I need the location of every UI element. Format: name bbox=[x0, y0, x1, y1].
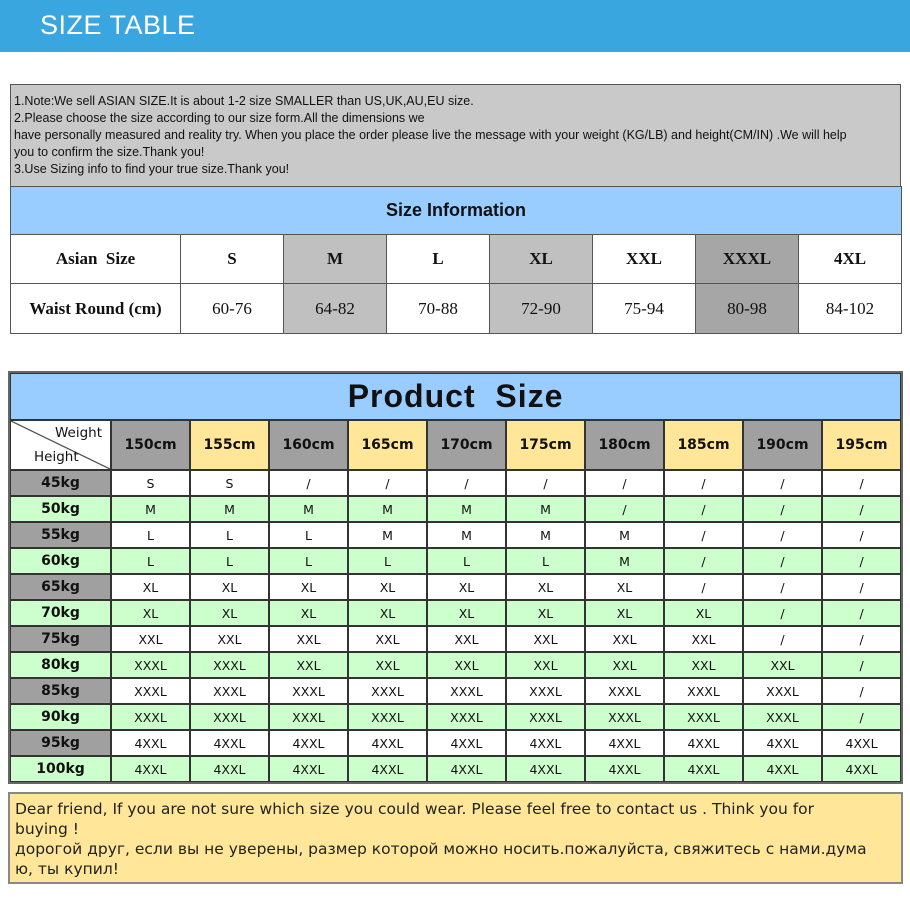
size-cell: XXXL bbox=[348, 704, 427, 730]
waist-cell: 84-102 bbox=[799, 284, 902, 334]
waist-cell: 70-88 bbox=[387, 284, 490, 334]
table-row bbox=[10, 496, 901, 522]
table-row bbox=[10, 730, 901, 756]
size-cell: L bbox=[427, 548, 506, 574]
size-cell: M bbox=[284, 235, 387, 284]
size-cell: / bbox=[822, 626, 901, 652]
table-row bbox=[10, 678, 901, 704]
size-cell: M bbox=[506, 496, 585, 522]
contact-line: дорогой друг, если вы не уверены, размер которой можно носить.пожалуйста, свяжитесь с нами.дума bbox=[15, 840, 867, 858]
size-cell: 4XXL bbox=[111, 730, 190, 756]
height-header-cell: 170cm bbox=[427, 420, 506, 470]
size-cell: L bbox=[190, 548, 269, 574]
size-cell: XXL bbox=[269, 626, 348, 652]
size-cell: / bbox=[664, 548, 743, 574]
page-title: SIZE TABLE bbox=[40, 10, 196, 40]
size-cell: XL bbox=[506, 600, 585, 626]
size-cell: 4XXL bbox=[348, 756, 427, 782]
waist-cell: 75-94 bbox=[593, 284, 696, 334]
size-cell: XXXL bbox=[743, 678, 822, 704]
size-cell: XXXL bbox=[190, 678, 269, 704]
size-cell: XL bbox=[348, 600, 427, 626]
waist-cell: 60-76 bbox=[181, 284, 284, 334]
waist-cell: 80-98 bbox=[696, 284, 799, 334]
weight-label: 85kg bbox=[10, 678, 111, 704]
table-row bbox=[10, 704, 901, 730]
weight-label: 70kg bbox=[10, 600, 111, 626]
size-cell: XXXL bbox=[427, 678, 506, 704]
weight-label: 50kg bbox=[10, 496, 111, 522]
note-line: have personally measured and reality try. When you place the order please live the message with your weight (KG/LB) and height(CM/IN) .We will help bbox=[14, 128, 847, 142]
size-cell: XXL bbox=[585, 652, 664, 678]
waist-cell: 72-90 bbox=[490, 284, 593, 334]
contact-message bbox=[8, 792, 903, 884]
size-cell: XL bbox=[427, 574, 506, 600]
size-cell: XXL bbox=[664, 626, 743, 652]
size-cell: XXXL bbox=[585, 704, 664, 730]
size-cell: / bbox=[822, 574, 901, 600]
size-cell: XL bbox=[506, 574, 585, 600]
size-cell: XXL bbox=[585, 626, 664, 652]
size-cell: M bbox=[190, 496, 269, 522]
size-cell: XL bbox=[111, 600, 190, 626]
product-size-table bbox=[10, 373, 901, 782]
size-cell: XXXL bbox=[111, 652, 190, 678]
header-banner bbox=[0, 0, 910, 52]
weight-label: 60kg bbox=[10, 548, 111, 574]
table-row bbox=[10, 626, 901, 652]
size-cell: XXL bbox=[664, 652, 743, 678]
size-cell: 4XXL bbox=[743, 756, 822, 782]
size-cell: / bbox=[585, 496, 664, 522]
size-cell: S bbox=[190, 470, 269, 496]
size-cell: XL bbox=[664, 600, 743, 626]
size-cell: L bbox=[348, 548, 427, 574]
size-cell: XL bbox=[111, 574, 190, 600]
size-cell: XL bbox=[585, 600, 664, 626]
size-cell: L bbox=[111, 522, 190, 548]
contact-line: Dear friend, If you are not sure which size you could wear. Please feel free to contact us . Think you for bbox=[15, 800, 815, 818]
note-line: 2.Please choose the size according to our size form.All the dimensions we bbox=[14, 111, 425, 125]
size-cell: XXXL bbox=[696, 235, 799, 284]
size-cell: XXL bbox=[593, 235, 696, 284]
height-header-cell: 175cm bbox=[506, 420, 585, 470]
size-cell: XXXL bbox=[506, 678, 585, 704]
size-cell: XXL bbox=[743, 652, 822, 678]
size-cell: XXXL bbox=[111, 704, 190, 730]
size-cell: / bbox=[743, 626, 822, 652]
size-cell: XL bbox=[190, 600, 269, 626]
size-cell: XL bbox=[427, 600, 506, 626]
corner-weight-label: Weight bbox=[54, 425, 102, 441]
size-cell: / bbox=[743, 522, 822, 548]
size-cell: / bbox=[427, 470, 506, 496]
note-line: you to confirm the size.Thank you! bbox=[14, 145, 205, 159]
size-cell: M bbox=[269, 496, 348, 522]
size-cell: 4XXL bbox=[664, 756, 743, 782]
height-header-cell: 165cm bbox=[348, 420, 427, 470]
size-cell: L bbox=[111, 548, 190, 574]
height-header-cell: 180cm bbox=[585, 420, 664, 470]
size-cell: 4XXL bbox=[111, 756, 190, 782]
weight-label: 45kg bbox=[10, 470, 111, 496]
height-header-cell: 195cm bbox=[822, 420, 901, 470]
size-cell: M bbox=[348, 522, 427, 548]
size-cell: XXXL bbox=[348, 678, 427, 704]
size-cell: XXXL bbox=[664, 704, 743, 730]
size-cell: / bbox=[348, 470, 427, 496]
table-row bbox=[10, 548, 901, 574]
height-header-cell: 185cm bbox=[664, 420, 743, 470]
height-header-cell: 155cm bbox=[190, 420, 269, 470]
size-cell: XXXL bbox=[190, 704, 269, 730]
size-cell: 4XXL bbox=[427, 730, 506, 756]
size-cell: / bbox=[822, 652, 901, 678]
height-header-cell: 190cm bbox=[743, 420, 822, 470]
size-cell: XL bbox=[585, 574, 664, 600]
size-cell: 4XXL bbox=[585, 756, 664, 782]
size-cell: / bbox=[822, 522, 901, 548]
size-cell: XL bbox=[190, 574, 269, 600]
size-cell: S bbox=[111, 470, 190, 496]
size-cell: 4XXL bbox=[506, 756, 585, 782]
size-cell: / bbox=[506, 470, 585, 496]
size-cell: XL bbox=[269, 600, 348, 626]
size-cell: / bbox=[822, 704, 901, 730]
size-cell: XXL bbox=[269, 652, 348, 678]
size-cell: / bbox=[269, 470, 348, 496]
size-cell: 4XXL bbox=[585, 730, 664, 756]
size-cell: 4XXL bbox=[348, 730, 427, 756]
size-cell: XXXL bbox=[585, 678, 664, 704]
table-row bbox=[10, 574, 901, 600]
table-row bbox=[10, 652, 901, 678]
size-cell: 4XXL bbox=[506, 730, 585, 756]
size-cell: M bbox=[585, 548, 664, 574]
size-cell: XXL bbox=[190, 626, 269, 652]
product-size-title: Product Size bbox=[10, 373, 901, 420]
size-cell: / bbox=[743, 470, 822, 496]
size-information-table bbox=[10, 186, 902, 334]
size-cell: 4XXL bbox=[190, 730, 269, 756]
table-row bbox=[10, 756, 901, 782]
weight-label: 100kg bbox=[10, 756, 111, 782]
waist-cell: 64-82 bbox=[284, 284, 387, 334]
notes-block bbox=[10, 84, 901, 187]
size-cell: / bbox=[743, 600, 822, 626]
weight-label: 65kg bbox=[10, 574, 111, 600]
size-cell: XXXL bbox=[743, 704, 822, 730]
size-cell: / bbox=[664, 470, 743, 496]
size-cell: XXXL bbox=[506, 704, 585, 730]
corner-cell bbox=[10, 420, 111, 470]
size-cell: / bbox=[743, 496, 822, 522]
weight-label: 90kg bbox=[10, 704, 111, 730]
size-cell: XXL bbox=[427, 652, 506, 678]
size-cell: / bbox=[664, 522, 743, 548]
size-information-title: Size Information bbox=[11, 187, 902, 235]
size-cell: XXL bbox=[506, 626, 585, 652]
size-cell: M bbox=[506, 522, 585, 548]
size-cell: XXL bbox=[348, 652, 427, 678]
table-row bbox=[10, 470, 901, 496]
size-cell: / bbox=[743, 574, 822, 600]
size-cell: 4XL bbox=[799, 235, 902, 284]
size-cell: / bbox=[822, 600, 901, 626]
table-row bbox=[10, 600, 901, 626]
size-cell: M bbox=[348, 496, 427, 522]
size-cell: 4XXL bbox=[190, 756, 269, 782]
size-cell: M bbox=[427, 522, 506, 548]
size-cell: XXXL bbox=[111, 678, 190, 704]
size-cell: / bbox=[822, 678, 901, 704]
size-cell: L bbox=[190, 522, 269, 548]
size-cell: L bbox=[387, 235, 490, 284]
weight-label: 95kg bbox=[10, 730, 111, 756]
size-cell: XL bbox=[490, 235, 593, 284]
contact-line: ю, ты купил! bbox=[15, 860, 119, 878]
size-cell: M bbox=[585, 522, 664, 548]
size-cell: / bbox=[743, 548, 822, 574]
size-cell: / bbox=[822, 548, 901, 574]
size-cell: / bbox=[664, 496, 743, 522]
size-cell: / bbox=[664, 574, 743, 600]
size-cell: / bbox=[822, 470, 901, 496]
size-cell: 4XXL bbox=[664, 730, 743, 756]
size-cell: 4XXL bbox=[822, 730, 901, 756]
size-cell: XXXL bbox=[190, 652, 269, 678]
size-cell: / bbox=[822, 496, 901, 522]
contact-line: buying ! bbox=[15, 820, 79, 838]
height-header-cell: 160cm bbox=[269, 420, 348, 470]
waist-round-label: Waist Round (cm) bbox=[11, 284, 181, 334]
asian-size-label: Asian Size bbox=[11, 235, 181, 284]
size-cell: XXL bbox=[348, 626, 427, 652]
weight-label: 55kg bbox=[10, 522, 111, 548]
size-cell: XXL bbox=[427, 626, 506, 652]
corner-height-label: Height bbox=[34, 449, 79, 465]
size-cell: 4XXL bbox=[269, 756, 348, 782]
size-cell: M bbox=[427, 496, 506, 522]
table-row bbox=[10, 522, 901, 548]
size-cell: XXXL bbox=[269, 704, 348, 730]
size-cell: 4XXL bbox=[743, 730, 822, 756]
height-header-cell: 150cm bbox=[111, 420, 190, 470]
weight-label: 75kg bbox=[10, 626, 111, 652]
size-cell: M bbox=[111, 496, 190, 522]
size-cell: S bbox=[181, 235, 284, 284]
size-cell: 4XXL bbox=[822, 756, 901, 782]
size-cell: XXL bbox=[506, 652, 585, 678]
size-cell: XL bbox=[269, 574, 348, 600]
weight-label: 80kg bbox=[10, 652, 111, 678]
size-cell: XXXL bbox=[664, 678, 743, 704]
size-cell: / bbox=[585, 470, 664, 496]
size-cell: L bbox=[269, 522, 348, 548]
note-line: 3.Use Sizing info to find your true size.Thank you! bbox=[14, 162, 290, 176]
note-line: 1.Note:We sell ASIAN SIZE.It is about 1-2 size SMALLER than US,UK,AU,EU size. bbox=[14, 94, 474, 108]
size-cell: XXXL bbox=[269, 678, 348, 704]
size-cell: XL bbox=[348, 574, 427, 600]
size-cell: XXXL bbox=[427, 704, 506, 730]
size-cell: XXL bbox=[111, 626, 190, 652]
size-cell: 4XXL bbox=[269, 730, 348, 756]
size-cell: 4XXL bbox=[427, 756, 506, 782]
size-cell: L bbox=[506, 548, 585, 574]
size-cell: L bbox=[269, 548, 348, 574]
